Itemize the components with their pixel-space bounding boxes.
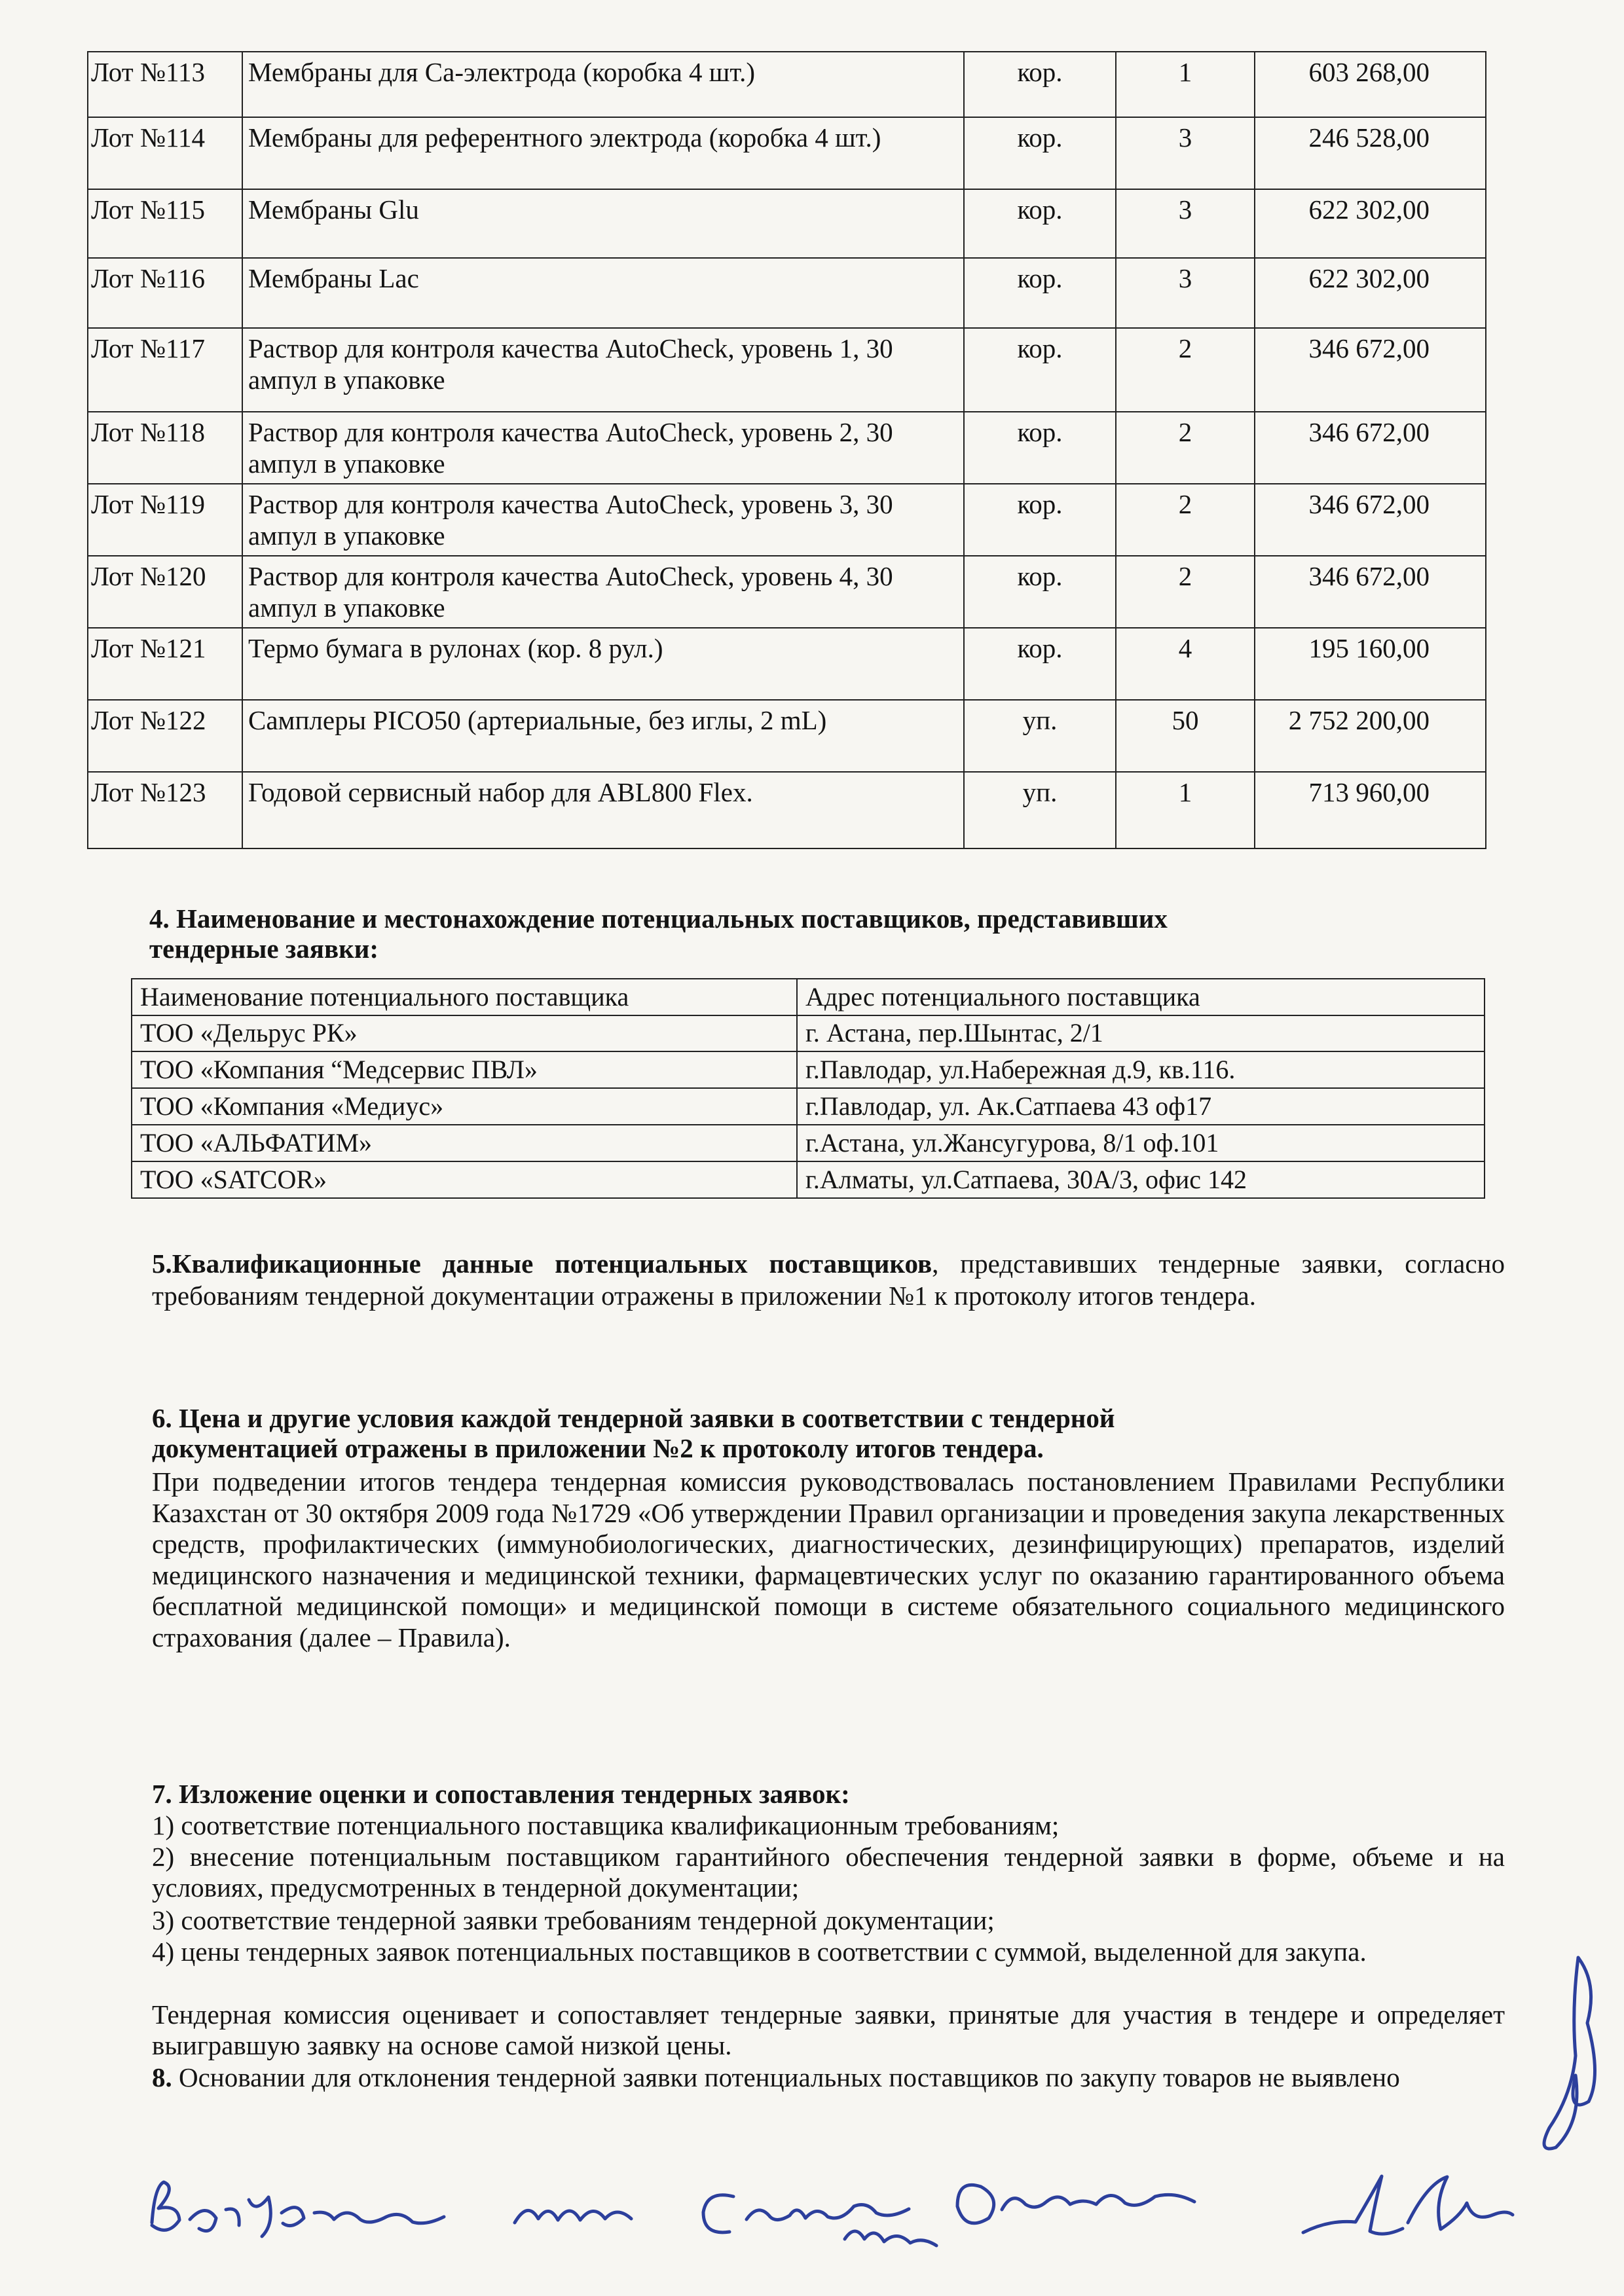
lot-number-cell: Лот №121	[88, 628, 242, 700]
table-row	[88, 328, 1486, 412]
lot-quantity-cell: 3	[1116, 117, 1255, 189]
lot-unit-cell: уп.	[964, 772, 1116, 848]
section5-text: , представивших тендерные заявки, согласно требованиям тендерной документации отражены в приложении №1 к протоколу итогов тендера.	[152, 1248, 1505, 1311]
supplier-name-cell: ТОО «Компания «Медиус»	[132, 1088, 797, 1125]
lot-price-cell: 2 752 200,00	[1255, 700, 1486, 772]
lot-quantity-cell: 50	[1116, 700, 1255, 772]
section7-conclusion: Тендерная комиссия оценивает и сопоставляет тендерные заявки, принятые для участия в тендере и определяет выигравшую заявку на основе самой низкой цены.	[152, 1999, 1505, 2060]
section8-paragraph	[152, 2062, 1505, 2093]
lot-name-cell: Мембраны Lac	[242, 258, 964, 328]
lot-unit-cell: кор.	[964, 628, 1116, 700]
table-row	[132, 1125, 1485, 1161]
lot-price-cell: 346 672,00	[1255, 484, 1486, 556]
section6-heading-line1: 6. Цена и другие условия каждой тендерной заявки в соответствии с тендерной	[152, 1403, 1115, 1433]
lot-name-cell: Раствор для контроля качества AutoCheck, уровень 2, 30 ампул в упаковке	[242, 412, 964, 484]
lot-unit-cell: кор.	[964, 328, 1116, 412]
lot-name-cell: Мембраны для Са-электрода (коробка 4 шт.)	[242, 52, 964, 117]
section7-heading: 7. Изложение оценки и сопоставления тендерных заявок:	[152, 1779, 850, 1809]
lot-number-cell: Лот №123	[88, 772, 242, 848]
table-row	[88, 52, 1486, 117]
section4-heading-line2: тендерные заявки:	[149, 934, 378, 964]
suppliers-table-header	[132, 979, 1485, 1015]
lot-price-cell: 603 268,00	[1255, 52, 1486, 117]
signature-3	[703, 2195, 909, 2232]
section6-paragraph: При подведении итогов тендера тендерная комиссия руководствовалась постановлением Правилами Республики Казахстан от 30 октября 2009 года №1729 «Об утверждении Правил организации и проведения закупа лекарственных средств, профилактических (иммунобиологических, диагностических, дезинфицирующих) препаратов, изделий медицинского назначения и медицинской техники, фармацевтических услуг по оказанию гарантированного объема бесплатной медицинской помощи» и медицинской помощи в системе обязательного социального медицинского страхования (далее – Правила).	[152, 1467, 1505, 1652]
signature-5	[957, 2185, 1194, 2223]
lot-unit-cell: кор.	[964, 52, 1116, 117]
lot-quantity-cell: 1	[1116, 772, 1255, 848]
lot-price-cell: 713 960,00	[1255, 772, 1486, 848]
supplier-name-cell: ТОО «АЛЬФАТИМ»	[132, 1125, 797, 1161]
lot-number-cell: Лот №120	[88, 556, 242, 628]
table-row	[88, 117, 1486, 189]
table-row	[88, 258, 1486, 328]
signature-4	[845, 2231, 936, 2246]
lot-name-cell: Мембраны для референтного электрода (коробка 4 шт.)	[242, 117, 964, 189]
signature-7	[1408, 2177, 1513, 2229]
lot-price-cell: 622 302,00	[1255, 189, 1486, 258]
supplier-name-header: Наименование потенциального поставщика	[132, 979, 797, 1015]
lot-quantity-cell: 2	[1116, 328, 1255, 412]
lot-quantity-cell: 2	[1116, 556, 1255, 628]
supplier-name-cell: ТОО «Компания “Медсервис ПВЛ»	[132, 1051, 797, 1088]
section7-item-1: 1) соответствие потенциального поставщика квалификационным требованиям;	[152, 1810, 1060, 1840]
table-row	[132, 1088, 1485, 1125]
lot-price-cell: 346 672,00	[1255, 556, 1486, 628]
supplier-address-header: Адрес потенциального поставщика	[797, 979, 1485, 1015]
lot-name-cell: Самплеры PICO50 (артериальные, без иглы, 2 mL)	[242, 700, 964, 772]
section7-item-4: 4) цены тендерных заявок потенциальных поставщиков в соответствии с суммой, выделенной для закупа.	[152, 1937, 1367, 1967]
supplier-address-cell: г.Павлодар, ул. Ак.Сатпаева 43 оф17	[797, 1088, 1485, 1125]
section6-heading-line2: документацией отражены в приложении №2 к протоколу итогов тендера.	[152, 1433, 1044, 1463]
lot-number-cell: Лот №117	[88, 328, 242, 412]
section8-text: Основании для отклонения тендерной заявки потенциальных поставщиков по закупу товаров не выявлено	[172, 2062, 1400, 2092]
lot-name-cell: Раствор для контроля качества AutoCheck, уровень 4, 30 ампул в упаковке	[242, 556, 964, 628]
table-row	[132, 1051, 1485, 1088]
lot-quantity-cell: 4	[1116, 628, 1255, 700]
lot-price-cell: 346 672,00	[1255, 412, 1486, 484]
section8-number: 8.	[152, 2062, 172, 2092]
lot-price-cell: 195 160,00	[1255, 628, 1486, 700]
table-row	[132, 1161, 1485, 1198]
lot-quantity-cell: 3	[1116, 189, 1255, 258]
lot-number-cell: Лот №113	[88, 52, 242, 117]
lot-price-cell: 346 672,00	[1255, 328, 1486, 412]
section4-heading-line1: 4. Наименование и местонахождение потенциальных поставщиков, представивших	[149, 903, 1168, 934]
lot-unit-cell: кор.	[964, 117, 1116, 189]
lot-quantity-cell: 3	[1116, 258, 1255, 328]
suppliers-table	[131, 978, 1485, 1199]
table-row	[88, 772, 1486, 848]
signature-2	[515, 2210, 631, 2223]
lot-quantity-cell: 2	[1116, 484, 1255, 556]
lot-number-cell: Лот №118	[88, 412, 242, 484]
lot-name-cell: Годовой сервисный набор для ABL800 Flex.	[242, 772, 964, 848]
lot-unit-cell: уп.	[964, 700, 1116, 772]
lot-unit-cell: кор.	[964, 556, 1116, 628]
section5-bold-lead: 5.Квалификационные данные потенциальных поставщиков	[152, 1248, 932, 1279]
supplier-name-cell: ТОО «SATCOR»	[132, 1161, 797, 1198]
lot-number-cell: Лот №116	[88, 258, 242, 328]
table-row	[88, 484, 1486, 556]
supplier-address-cell: г.Павлодар, ул.Набережная д.9, кв.116.	[797, 1051, 1485, 1088]
supplier-address-cell: г. Астана, пер.Шынтас, 2/1	[797, 1015, 1485, 1051]
signature-8	[1544, 1958, 1595, 2149]
lot-number-cell: Лот №119	[88, 484, 242, 556]
lot-price-cell: 622 302,00	[1255, 258, 1486, 328]
table-row	[88, 412, 1486, 484]
section7-item-3: 3) соответствие тендерной заявки требованиям тендерной документации;	[152, 1905, 995, 1935]
table-row	[88, 189, 1486, 258]
section7-item-2: 2) внесение потенциальным поставщиком гарантийного обеспечения тендерной заявки в форме, объеме и на условиях, предусмотренных в тендерной документации;	[152, 1842, 1505, 1903]
table-row	[88, 700, 1486, 772]
section5-paragraph	[152, 1248, 1505, 1312]
lot-unit-cell: кор.	[964, 484, 1116, 556]
signature-1	[152, 2182, 444, 2236]
section4-heading	[149, 903, 1492, 964]
section6-heading	[152, 1403, 1494, 1463]
lot-number-cell: Лот №122	[88, 700, 242, 772]
lot-name-cell: Раствор для контроля качества AutoCheck, уровень 1, 30 ампул в упаковке	[242, 328, 964, 412]
lot-number-cell: Лот №114	[88, 117, 242, 189]
supplier-address-cell: г.Астана, ул.Жансугурова, 8/1 оф.101	[797, 1125, 1485, 1161]
signature-6	[1303, 2176, 1403, 2234]
supplier-name-cell: ТОО «Дельрус РК»	[132, 1015, 797, 1051]
lot-number-cell: Лот №115	[88, 189, 242, 258]
lot-unit-cell: кор.	[964, 258, 1116, 328]
supplier-address-cell: г.Алматы, ул.Сатпаева, 30А/3, офис 142	[797, 1161, 1485, 1198]
table-row	[88, 556, 1486, 628]
lot-quantity-cell: 1	[1116, 52, 1255, 117]
lot-name-cell: Термо бумага в рулонах (кор. 8 рул.)	[242, 628, 964, 700]
lots-table-body	[88, 52, 1486, 848]
table-row	[88, 628, 1486, 700]
lot-name-cell: Раствор для контроля качества AutoCheck, уровень 3, 30 ампул в упаковке	[242, 484, 964, 556]
lot-unit-cell: кор.	[964, 412, 1116, 484]
lots-table	[87, 51, 1486, 849]
lot-name-cell: Мембраны Glu	[242, 189, 964, 258]
lot-quantity-cell: 2	[1116, 412, 1255, 484]
lot-unit-cell: кор.	[964, 189, 1116, 258]
table-row	[132, 1015, 1485, 1051]
lot-price-cell: 246 528,00	[1255, 117, 1486, 189]
